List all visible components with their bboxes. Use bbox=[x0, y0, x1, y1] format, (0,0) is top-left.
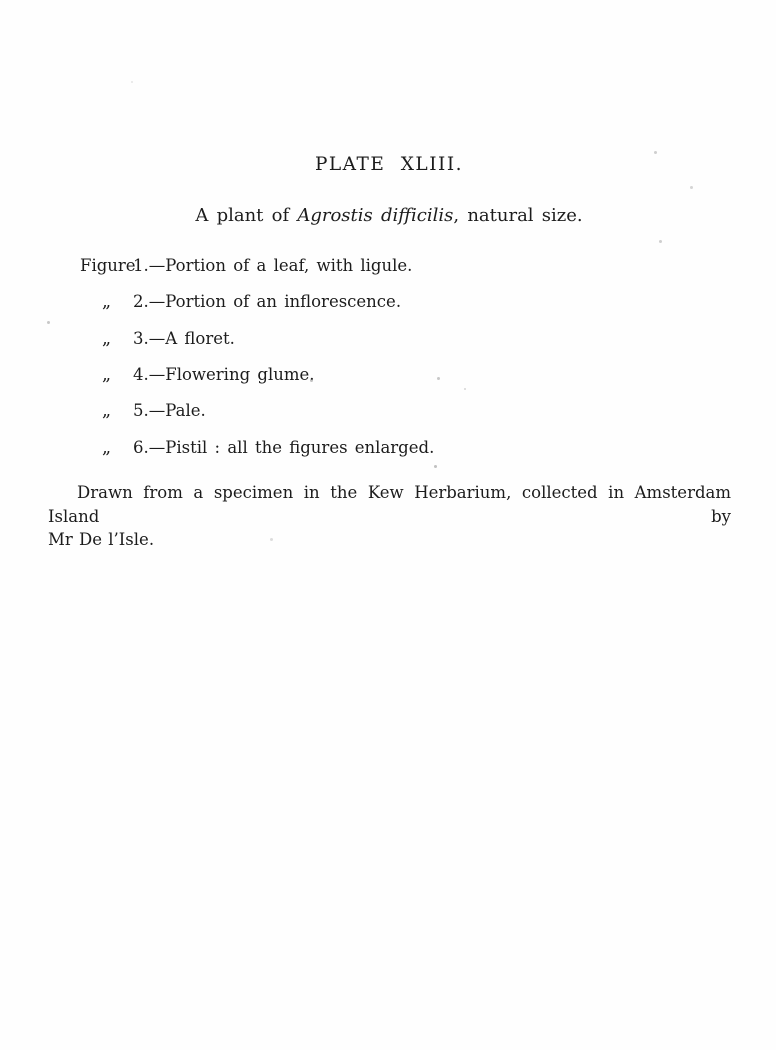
figure-description: —A floret. bbox=[148, 329, 235, 348]
figure-number: 1. bbox=[133, 256, 149, 275]
figure-number: 4. bbox=[133, 365, 149, 384]
figure-text bbox=[133, 328, 776, 350]
ditto-mark: „ bbox=[101, 365, 112, 385]
figure-text bbox=[133, 400, 776, 422]
figure-number: 6. bbox=[133, 438, 149, 457]
species-name: Agrostis difficilis bbox=[297, 205, 454, 226]
figure-entry-6 bbox=[0, 437, 776, 459]
provenance-paragraph bbox=[48, 481, 731, 552]
scan-speck bbox=[434, 465, 437, 468]
scan-speck bbox=[690, 186, 693, 189]
figure-text bbox=[133, 364, 776, 386]
figure-entry-3 bbox=[0, 328, 776, 350]
figure-text bbox=[133, 255, 776, 277]
figure-description: —Portion of a leaf, with ligule. bbox=[148, 256, 413, 275]
figure-entry-1 bbox=[0, 255, 776, 277]
figure-number: 2. bbox=[133, 292, 149, 311]
plate-title: PLATE XLIII. bbox=[314, 154, 464, 175]
ditto-mark: „ bbox=[101, 329, 112, 349]
figure-description: —Pistil : all the figures enlarged. bbox=[148, 438, 435, 457]
subtitle-suffix: , natural size. bbox=[453, 205, 583, 226]
scan-speck bbox=[464, 388, 466, 390]
figure-text bbox=[133, 437, 776, 459]
scan-speck bbox=[437, 377, 440, 380]
provenance-line-2: Mr De l’Isle. bbox=[48, 530, 155, 549]
figure-entry-2 bbox=[0, 291, 776, 313]
scan-speck bbox=[654, 151, 657, 154]
figure-entry-5 bbox=[0, 400, 776, 422]
figure-marker: Figure bbox=[80, 256, 136, 275]
scan-speck bbox=[47, 321, 50, 324]
scan-speck bbox=[310, 379, 313, 382]
scan-speck bbox=[270, 538, 273, 541]
figure-number: 5. bbox=[133, 401, 149, 420]
figure-description: —Pale. bbox=[148, 401, 206, 420]
scan-speck bbox=[131, 81, 133, 83]
figure-text bbox=[133, 291, 776, 313]
provenance-line-1: Drawn from a specimen in the Kew Herbarium, collected in Amsterdam Island by bbox=[48, 483, 731, 526]
ditto-mark: „ bbox=[101, 401, 112, 421]
figure-entry-4 bbox=[0, 364, 776, 386]
figure-description: —Flowering glume. bbox=[148, 365, 315, 384]
subtitle-prefix: A plant of bbox=[195, 205, 298, 226]
ditto-mark: „ bbox=[101, 292, 112, 312]
ditto-mark: „ bbox=[101, 438, 112, 458]
figure-number: 3. bbox=[133, 329, 149, 348]
scan-speck bbox=[659, 240, 662, 243]
figure-description: —Portion of an inflorescence. bbox=[148, 292, 402, 311]
